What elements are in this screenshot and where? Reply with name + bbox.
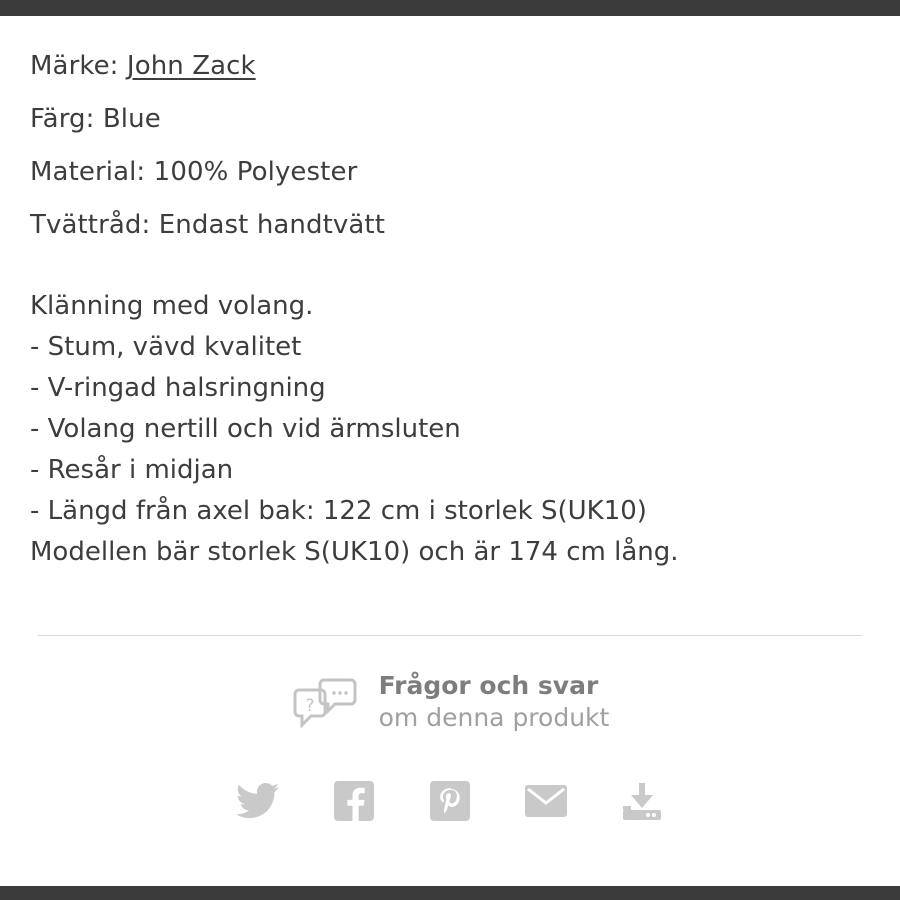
qa-text [379, 670, 610, 734]
product-description-page [0, 16, 900, 824]
svg-text:?: ? [305, 696, 315, 716]
bottom-status-bar [0, 886, 900, 900]
product-attributes [30, 40, 870, 252]
description-line: - Längd från axel bak: 122 cm i storlek S(UK10) [30, 496, 647, 526]
brand-link[interactable]: John Zack [126, 51, 256, 81]
download-icon[interactable] [619, 778, 665, 824]
section-divider [38, 635, 862, 636]
social-share-row [30, 778, 870, 824]
attribute-value-washing: Endast handtvätt [158, 210, 386, 240]
attribute-row-washing [30, 199, 870, 252]
facebook-icon[interactable] [331, 778, 377, 824]
product-description [30, 286, 870, 573]
email-icon[interactable] [523, 778, 569, 824]
attribute-row-material [30, 146, 870, 199]
description-line: - Volang nertill och vid ärmsluten [30, 414, 461, 444]
attribute-row-brand [30, 40, 870, 93]
pinterest-icon[interactable] [427, 778, 473, 824]
qa-subtitle: om denna produkt [378, 703, 610, 732]
twitter-icon[interactable] [235, 778, 281, 824]
spacer [30, 252, 870, 286]
qa-section[interactable] [30, 670, 870, 734]
attribute-label-brand: Märke: [30, 51, 119, 81]
description-line: - V-ringad halsringning [30, 373, 326, 403]
attribute-label-washing: Tvättråd: [30, 210, 151, 240]
attribute-label-color: Färg: [30, 104, 95, 134]
attribute-value-color: Blue [102, 104, 161, 134]
qa-title: Frågor och svar [378, 671, 599, 700]
attribute-row-color [30, 93, 870, 146]
top-status-bar [0, 0, 900, 16]
description-line: Klänning med volang. [30, 291, 314, 321]
description-line: Modellen bär storlek S(UK10) och är 174 cm lång. [30, 537, 679, 567]
speech-bubble-question-icon [291, 674, 357, 730]
attribute-value-material: 100% Polyester [153, 157, 358, 187]
description-line: - Resår i midjan [30, 455, 234, 485]
attribute-label-material: Material: [30, 157, 146, 187]
description-line: - Stum, vävd kvalitet [30, 332, 302, 362]
